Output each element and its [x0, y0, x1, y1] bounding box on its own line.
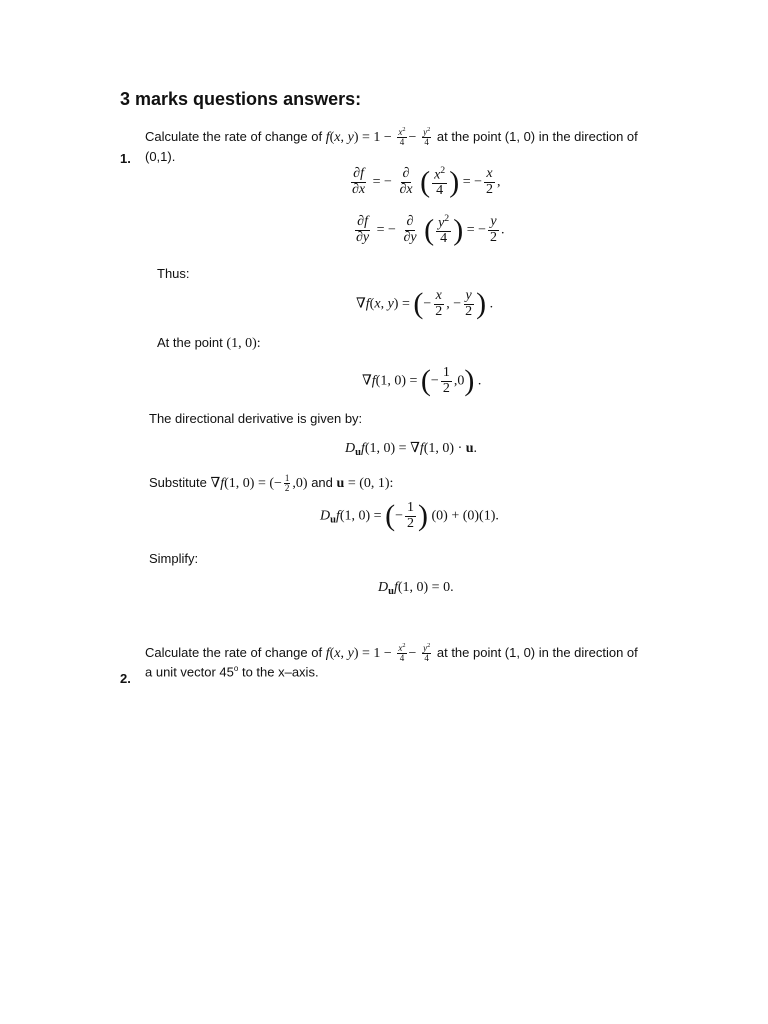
- q2-function: f: [325, 645, 330, 661]
- q2-prompt-line1: Calculate the rate of change of f(x, y) = 1 − $\frac{x^2}{4}$ − $\frac{y^2}{4}$ at the point (1, 0) in the direction of: [145, 642, 638, 664]
- substitution-equation: $D_uf(1$, 0) = (− $\frac{1}{2}$ ) (0) + (0)(1).: [320, 499, 499, 533]
- q1-prompt-line1: Calculate the rate of change of f(x, y) = 1 − $\frac{x^2}{4}$ − $\frac{y^2}{4}$ at the point (1, 0) in the direction of: [145, 126, 638, 148]
- q2-prompt-mid: at the point (1, 0) in the direction of: [436, 644, 638, 660]
- at-point-line: [157, 335, 261, 352]
- substitute-label: Substitute: [149, 475, 207, 491]
- q2-number: 2.: [120, 671, 131, 686]
- gradient-equation: ∇f(x, y) = (− $\frac{x}{2}$ , − $\frac{y}{2}$ ) .: [356, 287, 494, 321]
- partial-x-equation: $\frac{\partial f}{\partial x}$ = − $\frac{\partial}{\partial x}$ ( $\frac{x^2}{4}$ ) = − $\frac{x}{2}$ ,: [352, 165, 501, 199]
- q1-prompt-mid: at the point (1, 0) in the direction of: [436, 128, 638, 144]
- degree-mark: o: [233, 664, 239, 673]
- and-label: and: [311, 475, 333, 491]
- q1-prompt-start: Calculate the rate of change of: [145, 128, 323, 144]
- page-heading: 3 marks questions answers:: [120, 89, 362, 109]
- directional-derivative-label: The directional derivative is given by:: [149, 411, 363, 426]
- at-point-label: At the point: [157, 335, 223, 350]
- directional-derivative-equation: $D_uf(1$, 0) = ∇f(1, 0) · u.: [345, 441, 478, 458]
- partial-y-equation: $\frac{\partial f}{\partial y}$ = − $\frac{\partial}{\partial y}$ ( $\frac{y^2}{4}$ ) = − $\frac{y}{2}$ .: [356, 213, 505, 247]
- substitute-line: Substitute ∇f(1, 0) = (− $\frac{1}{2}$ ,0) and u = (0, 1):: [149, 473, 394, 494]
- thus-label: Thus:: [157, 266, 190, 281]
- point-value: (1, 0):: [226, 336, 261, 351]
- gradient-at-point-equation: ∇f(1, 0) = (− $\frac{1}{2}$ ,0) .: [362, 364, 482, 398]
- q1-function: f: [325, 129, 330, 145]
- simplify-label: Simplify:: [149, 551, 199, 566]
- q1-prompt-end: (0,1).: [145, 149, 176, 164]
- result-equation: $D_uf(1$, 0) = 0.: [378, 580, 454, 597]
- q1-number: 1.: [120, 151, 131, 166]
- q2-prompt-start: Calculate the rate of change of: [145, 644, 323, 660]
- q2-prompt-end: a unit vector 45$^o$ to the x–axis.: [145, 664, 319, 680]
